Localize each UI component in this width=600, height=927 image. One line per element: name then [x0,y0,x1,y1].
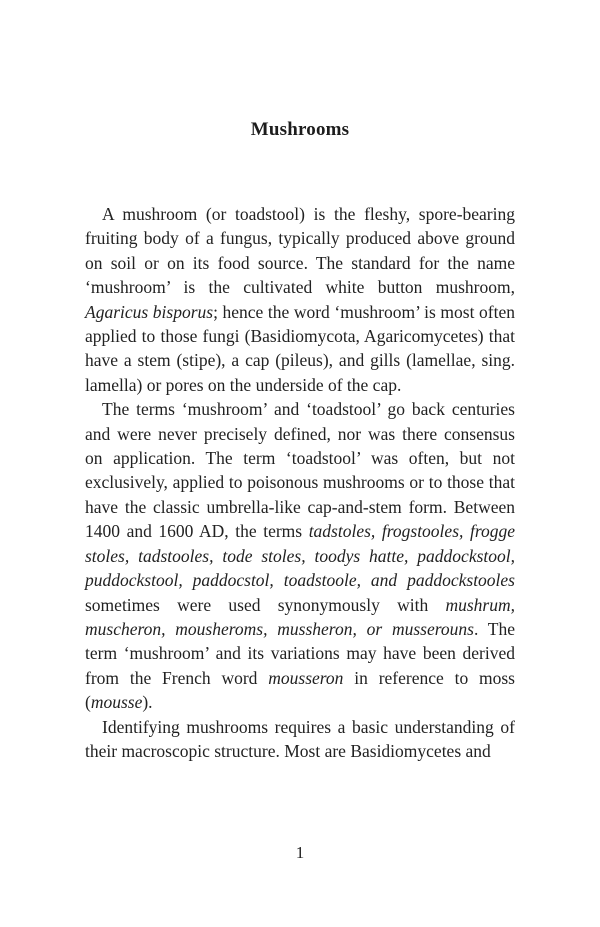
text-segment: The terms ‘mushroom’ and ‘toadstool’ go back centuries and were never precisely defined, nor was there consensus on application. The term ‘toadstool’ was often, but not exclusively, applied to poisonous mushrooms or to those that have the classic umbrella-like cap-and-stem form. Between 1400 and 1600 AD, the terms [85,399,515,542]
text-segment: . The term ‘mushroom’ and its variations may have been derived from the French word [85,618,515,688]
body-text [85,202,515,763]
paragraph-1 [85,202,515,397]
text-segment: ). [142,692,153,713]
italic-segment: mushrum, muscheron, mousheroms, mussheron, or musserouns [85,594,515,639]
italic-segment: mousse [90,692,143,713]
text-segment: ; hence the word ‘mushroom’ is most often applied to those fungi (Basidiomycota, Agaricomycetes) that have a stem (stipe), a cap (pileus), and gills (lamellae, sing. lamella) or pores on the underside of the cap. [85,301,515,395]
page-title: Mushrooms [250,118,350,140]
text-segment: Identifying mushrooms requires a basic understanding of their macroscopic structure. Most are Basidiomycetes and [85,716,515,761]
paragraph-3 [85,715,515,764]
italic-segment: tadstoles, frogstooles, frogge stoles, tadstooles, tode stoles, toodys hatte, paddockstool, puddockstool, paddocstol, toadstoole, and paddockstooles [85,521,515,591]
italic-segment: Agaricus bisporus [85,301,214,322]
paragraph-2 [85,397,515,714]
text-segment: sometimes were used synonymously with [85,594,446,615]
page-number: 1 [295,843,305,862]
italic-segment: mousseron [268,667,344,688]
text-segment: in reference to moss ( [85,667,515,713]
text-segment: A mushroom (or toadstool) is the fleshy, spore-bearing fruiting body of a fungus, typically produced above ground on soil or on its food source. The standard for the name ‘mushroom’ is the cultivated white button mushroom, [85,204,515,298]
